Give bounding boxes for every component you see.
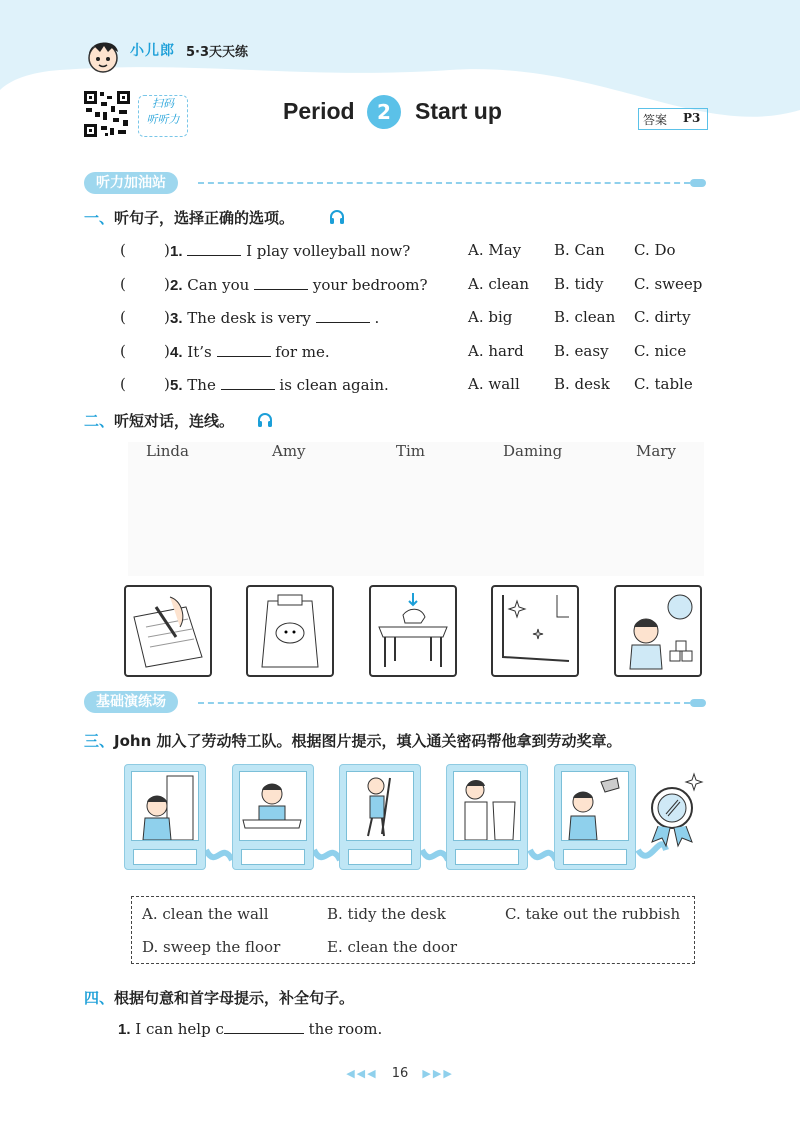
period-number-badge: 2: [367, 95, 401, 129]
part1-number: 一、: [84, 209, 115, 227]
answer-paren-close[interactable]: ): [164, 308, 170, 326]
question-prefix: The desk is very: [187, 309, 311, 327]
boy-sweeping-illustration: [346, 772, 412, 840]
name-mary: Mary: [636, 442, 676, 460]
page-title-left: Period: [283, 98, 355, 124]
option-a[interactable]: A. big: [468, 308, 513, 326]
scan-text-line-2: 听听力: [146, 113, 180, 126]
part3-number: 三、: [84, 732, 115, 750]
answer-box-4[interactable]: [455, 849, 519, 865]
matching-area[interactable]: [128, 442, 704, 576]
part3-title: John 加入了劳动特工队。根据图片提示，填入通关密码帮他拿到劳动奖章。: [114, 732, 622, 750]
page-title-right: Start up: [415, 98, 502, 124]
question-stem: [170, 342, 330, 361]
question-prefix: It’s: [187, 343, 212, 361]
name-daming: Daming: [503, 442, 563, 460]
picture-bag[interactable]: [246, 585, 334, 677]
boy-cleaning-wall-illustration: [561, 772, 627, 840]
question-number: 1.: [118, 1021, 131, 1038]
part4-title: 根据句意和首字母提示，补全句子。: [114, 989, 355, 1007]
question-number: 1.: [170, 243, 183, 260]
section-divider-end: [690, 179, 706, 187]
section-tag-listening: 听力加油站: [84, 172, 178, 194]
option-a[interactable]: A. hard: [468, 342, 524, 360]
answer-paren-close[interactable]: ): [164, 275, 170, 293]
answer-box-2[interactable]: [241, 849, 305, 865]
option-b[interactable]: B. clean: [554, 308, 616, 326]
boy-mascot-icon: [82, 34, 124, 76]
part1-heading: [84, 207, 294, 228]
option-b: B. tidy the desk: [327, 905, 446, 923]
answer-paren-open[interactable]: (: [120, 342, 126, 360]
answer-label: 答案: [643, 113, 668, 127]
part4-heading: [84, 987, 354, 1008]
question-stem: [170, 308, 379, 327]
headphones-icon[interactable]: [328, 208, 346, 226]
series-name: 5·3天天练: [186, 45, 249, 60]
option-d: D. sweep the floor: [142, 938, 281, 956]
part1-title: 听句子，选择正确的选项。: [114, 209, 295, 227]
footer-right-arrows: ▶▶▶: [422, 1067, 454, 1080]
question-stem: [170, 275, 428, 294]
section-divider: [198, 702, 690, 704]
part4-number: 四、: [84, 989, 115, 1007]
option-b[interactable]: B. tidy: [554, 275, 604, 293]
answer-reference-box: [638, 108, 708, 130]
question-stem: [170, 375, 389, 394]
option-c[interactable]: C. table: [634, 375, 693, 393]
page-number: 16: [391, 1066, 409, 1081]
fill-blank[interactable]: [221, 375, 275, 390]
headphones-icon[interactable]: [256, 411, 274, 429]
picture-desk[interactable]: [369, 585, 457, 677]
boy-tidying-desk-illustration: [239, 772, 305, 840]
question-prefix: Can you: [187, 276, 250, 294]
option-b[interactable]: B. desk: [554, 375, 610, 393]
question-suffix: your bedroom?: [312, 276, 428, 294]
fill-blank[interactable]: [224, 1019, 304, 1034]
picture-writing[interactable]: [124, 585, 212, 677]
option-c: C. take out the rubbish: [505, 905, 681, 923]
question-suffix: I play volleyball now?: [246, 242, 411, 260]
section-divider: [198, 182, 690, 184]
question-number: 2.: [170, 277, 183, 294]
footer-left-arrows: ◀◀◀: [346, 1067, 378, 1080]
page-footer: [0, 1066, 800, 1081]
brand-logo: 小儿郎: [130, 43, 175, 59]
qr-code[interactable]: [83, 90, 131, 138]
picture-wall[interactable]: [491, 585, 579, 677]
question-suffix: the room.: [308, 1020, 383, 1038]
answer-paren-close[interactable]: ): [164, 375, 170, 393]
part2-heading: [84, 410, 234, 431]
name-tim: Tim: [396, 442, 426, 460]
question-number: 3.: [170, 310, 183, 327]
question-stem: [170, 241, 410, 260]
answer-box-1[interactable]: [133, 849, 197, 865]
fill-blank[interactable]: [254, 275, 308, 290]
option-c[interactable]: C. Do: [634, 241, 676, 259]
scan-to-listen-label: [138, 95, 188, 137]
question-suffix: for me.: [275, 343, 330, 361]
answer-page: P3: [683, 111, 701, 125]
question-suffix: is clean again.: [279, 376, 389, 394]
question-row: [118, 342, 708, 366]
fill-blank[interactable]: [217, 342, 271, 357]
question-row: [118, 308, 708, 332]
option-a[interactable]: A. clean: [468, 275, 530, 293]
part3-heading: [84, 730, 622, 751]
labor-medal-icon: [640, 772, 706, 852]
question-prefix: The: [187, 376, 216, 394]
answer-paren-open[interactable]: (: [120, 375, 126, 393]
scan-text-line-1: 扫码: [152, 97, 174, 110]
question-prefix: I can help c: [135, 1020, 224, 1038]
picture-boy-cleaning[interactable]: [614, 585, 702, 677]
boy-taking-out-rubbish-illustration: [453, 772, 519, 840]
fill-blank[interactable]: [187, 241, 241, 256]
option-c[interactable]: C. sweep: [634, 275, 703, 293]
question-row: [118, 375, 708, 399]
option-a[interactable]: A. May: [468, 241, 522, 259]
question-number: 4.: [170, 344, 183, 361]
answer-box-3[interactable]: [348, 849, 412, 865]
part4-question-1: [118, 1019, 382, 1038]
fill-blank[interactable]: [316, 308, 370, 323]
name-linda: Linda: [146, 442, 189, 460]
answer-box-5[interactable]: [563, 849, 627, 865]
question-row: [118, 241, 708, 265]
question-row: [118, 275, 708, 299]
part2-title: 听短对话，连线。: [114, 412, 235, 430]
option-c[interactable]: C. dirty: [634, 308, 691, 326]
option-b[interactable]: B. Can: [554, 241, 605, 259]
option-b[interactable]: B. easy: [554, 342, 609, 360]
answer-paren-close[interactable]: ): [164, 342, 170, 360]
question-number: 5.: [170, 377, 183, 394]
answer-paren-open[interactable]: (: [120, 308, 126, 326]
boy-cleaning-door-illustration: [131, 772, 197, 840]
section-divider-end: [690, 699, 706, 707]
word-bank-box: [131, 896, 695, 964]
option-c[interactable]: C. nice: [634, 342, 687, 360]
option-a: A. clean the wall: [142, 905, 269, 923]
option-e: E. clean the door: [327, 938, 458, 956]
option-a[interactable]: A. wall: [468, 375, 520, 393]
answer-paren-close[interactable]: ): [164, 241, 170, 259]
answer-paren-open[interactable]: (: [120, 241, 126, 259]
section-tag-practice: 基础演练场: [84, 691, 178, 713]
question-suffix: .: [374, 309, 380, 327]
name-amy: Amy: [272, 442, 306, 460]
part2-number: 二、: [84, 412, 115, 430]
answer-paren-open[interactable]: (: [120, 275, 126, 293]
